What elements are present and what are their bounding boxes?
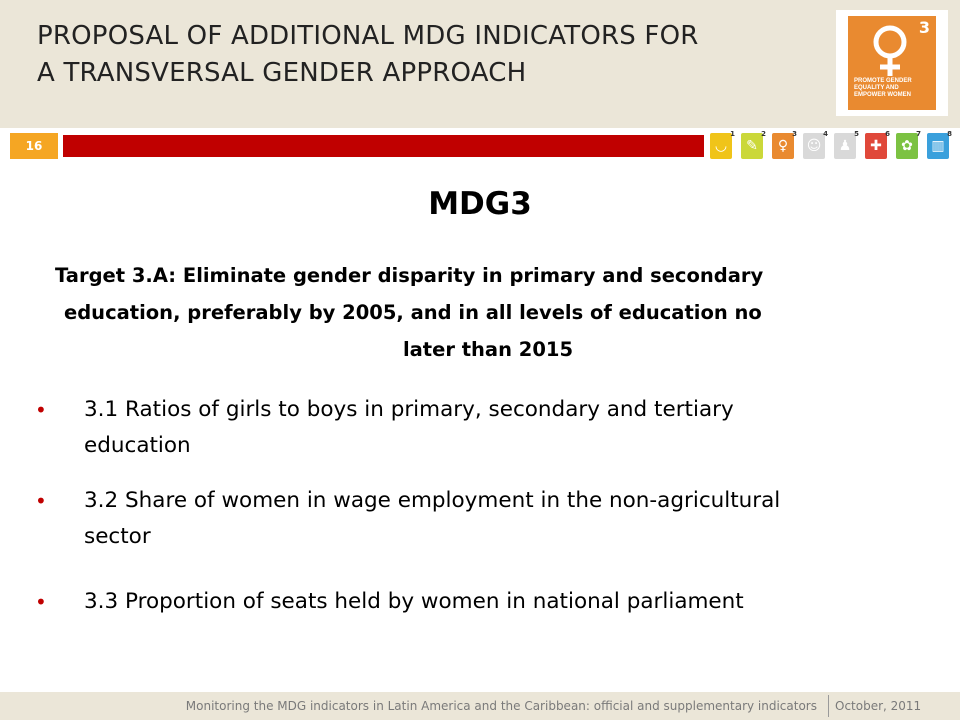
indicator-line: sector — [84, 524, 151, 549]
goal-number: 1 — [730, 130, 735, 138]
pencil-icon: ✎ — [746, 138, 758, 154]
footer-caption: Monitoring the MDG indicators in Latin America and the Caribbean: official and supplementary indicators — [185, 699, 817, 713]
red-divider-bar — [63, 135, 704, 157]
child-icon: ☺ — [806, 138, 822, 154]
title-line-2: A TRANSVERSAL GENDER APPROACH — [37, 58, 527, 88]
pregnant-woman-icon: ♟ — [838, 138, 852, 154]
goal-number: 5 — [854, 130, 859, 138]
goal-2-pencil-icon — [741, 130, 766, 159]
slide-footer — [0, 692, 960, 720]
bullet-dot: • — [35, 489, 47, 513]
mdg3-logo-tile — [848, 16, 936, 110]
goal-number: 3 — [792, 130, 797, 138]
indicator-line: 3.1 Ratios of girls to boys in primary, secondary and tertiary — [84, 397, 734, 422]
logo-caption — [854, 78, 934, 99]
slide-header — [0, 0, 960, 128]
goal-3-female-symbol-icon — [772, 130, 797, 159]
goal-number: 6 — [885, 130, 890, 138]
title-line-1: PROPOSAL OF ADDITIONAL MDG INDICATORS FOR — [37, 21, 699, 51]
logo-caption-line-3: EMPOWER WOMEN — [854, 92, 911, 98]
goal-number: 7 — [916, 130, 921, 138]
target-line-3: later than 2015 — [402, 338, 574, 361]
goal-6-medical-cross-icon — [865, 130, 890, 159]
slide-title — [37, 18, 837, 92]
indicator-text — [84, 483, 934, 555]
handshake-icon: ▥ — [931, 138, 945, 154]
logo-caption-line-2: EQUALITY AND — [854, 85, 899, 91]
target-line-1: Target 3.A: Eliminate gender disparity in primary and secondary — [55, 264, 764, 287]
goal-5-pregnant-woman-icon — [834, 130, 859, 159]
indicator-text — [84, 584, 934, 620]
logo-caption-line-1: PROMOTE GENDER — [854, 78, 912, 84]
indicator-text — [84, 392, 934, 464]
target-line-2: education, preferably by 2005, and in all levels of education no — [64, 301, 762, 324]
indicator-line: 3.3 Proportion of seats held by women in national parliament — [84, 589, 744, 614]
female-symbol-icon — [866, 22, 914, 78]
goal-number: 2 — [761, 130, 766, 138]
slide-number: 16 — [10, 133, 58, 159]
medical-cross-icon: ✚ — [870, 138, 882, 154]
female-symbol-icon: ♀ — [777, 138, 789, 154]
footer-date: October, 2011 — [835, 699, 922, 713]
footer-separator — [828, 695, 829, 717]
indicator-line: education — [84, 433, 191, 458]
goal-1-bowl-icon — [710, 130, 735, 159]
target-statement — [48, 257, 928, 368]
bullet-dot: • — [35, 590, 47, 614]
bowl-icon: ◡ — [714, 138, 728, 154]
indicator-line: 3.2 Share of women in wage employment in the non-agricultural — [84, 488, 781, 513]
goal-number: 8 — [947, 130, 952, 138]
leaf-icon: ✿ — [901, 138, 913, 154]
mdg3-logo — [836, 10, 948, 116]
bullet-dot: • — [35, 398, 47, 422]
logo-number: 3 — [918, 18, 930, 37]
goal-7-leaf-icon — [896, 130, 921, 159]
goal-4-child-icon — [803, 130, 828, 159]
slide-heading: MDG3 — [428, 186, 532, 222]
goal-number: 4 — [823, 130, 828, 138]
goal-8-handshake-icon — [927, 130, 952, 159]
